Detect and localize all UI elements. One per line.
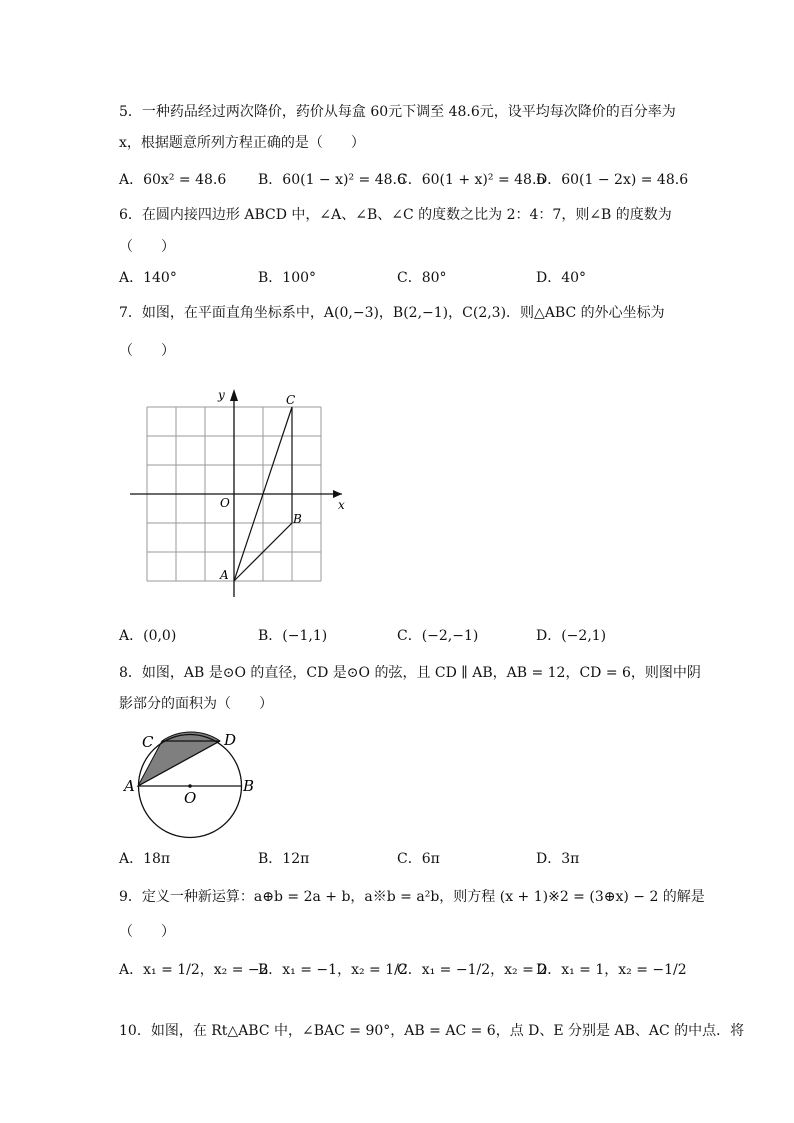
q7-option-d: D．(−2,1)	[536, 628, 607, 644]
q7-coordinate-figure	[120, 383, 360, 608]
q6-option-d: D．40°	[536, 270, 587, 286]
q8-option-d: D．3π	[536, 851, 580, 867]
q6-option-a: A．140°	[119, 270, 177, 286]
label-y: y	[218, 388, 225, 402]
q7-option-b: B．(−1,1)	[258, 628, 328, 644]
q6-option-c: C．80°	[397, 270, 447, 286]
q8-option-b: B．12π	[258, 851, 310, 867]
axes	[130, 393, 342, 597]
label-origin: O	[220, 496, 230, 510]
label-a: A	[220, 568, 229, 582]
q9-stem-line2: （ ）	[119, 924, 175, 940]
q9-option-d: D．x₁ = 1，x₂ = −1/2	[536, 962, 687, 978]
q6-option-b: B．100°	[258, 270, 317, 286]
y-axis-arrow	[230, 389, 238, 401]
q7-stem-line2: （ ）	[119, 343, 175, 359]
q7-option-c: C．(−2,−1)	[397, 628, 479, 644]
label-b: B	[243, 777, 255, 795]
q5-stem-line1: 5．一种药品经过两次降价，药价从每盒 60元下调至 48.6元，设平均每次降价的百分率为	[119, 104, 676, 120]
q6-stem-line1: 6．在圆内接四边形 ABCD 中，∠A、∠B、∠C 的度数之比为 2：4：7，则∠B 的度数为	[119, 207, 672, 223]
q8-circle-figure	[118, 725, 268, 845]
x-axis-arrow	[333, 490, 342, 498]
q9-option-a: A．x₁ = 1/2，x₂ = −2	[119, 962, 269, 978]
q9-stem-line1: 9．定义一种新运算：a⊕b = 2a + b，a※b = a²b，则方程 (x + 1)※2 = (3⊕x) − 2 的解是	[119, 889, 705, 905]
q10-stem-line1: 10．如图，在 Rt△ABC 中，∠BAC = 90°，AB = AC = 6，点 D、E 分别是 AB、AC 的中点．将	[119, 1023, 745, 1039]
q8-stem-line2: 影部分的面积为（ ）	[119, 696, 273, 712]
q5-option-d: D．60(1 − 2x) = 48.6	[536, 172, 689, 188]
label-x: x	[338, 498, 345, 512]
label-a: A	[124, 777, 135, 795]
q5-option-a: A．60x² = 48.6	[119, 172, 227, 188]
q8-option-a: A．18π	[119, 851, 171, 867]
q5-option-b: B．60(1 − x)² = 48.6	[258, 172, 406, 188]
label-d: D	[224, 731, 237, 749]
label-b: B	[293, 512, 302, 526]
q5-option-c: C．60(1 + x)² = 48.6	[397, 172, 546, 188]
label-c: C	[286, 393, 296, 407]
q5-stem-line2: x，根据题意所列方程正确的是（ ）	[119, 135, 365, 151]
q6-stem-line2: （ ）	[119, 239, 175, 255]
q9-option-c: C．x₁ = −1/2，x₂ = 2	[397, 962, 548, 978]
label-o: O	[184, 789, 197, 807]
q8-stem-line1: 8．如图，AB 是⊙O 的直径，CD 是⊙O 的弦，且 CD ∥ AB，AB = 12，CD = 6，则图中阴	[119, 665, 701, 681]
q9-option-b: B．x₁ = −1，x₂ = 1/2	[258, 962, 408, 978]
center-point	[188, 784, 192, 788]
q7-stem-line1: 7．如图，在平面直角坐标系中，A(0,−3)，B(2,−1)，C(2,3)．则△ABC 的外心坐标为	[119, 305, 665, 321]
q8-option-c: C．6π	[397, 851, 440, 867]
q7-option-a: A．(0,0)	[119, 628, 177, 644]
label-c: C	[142, 733, 154, 751]
